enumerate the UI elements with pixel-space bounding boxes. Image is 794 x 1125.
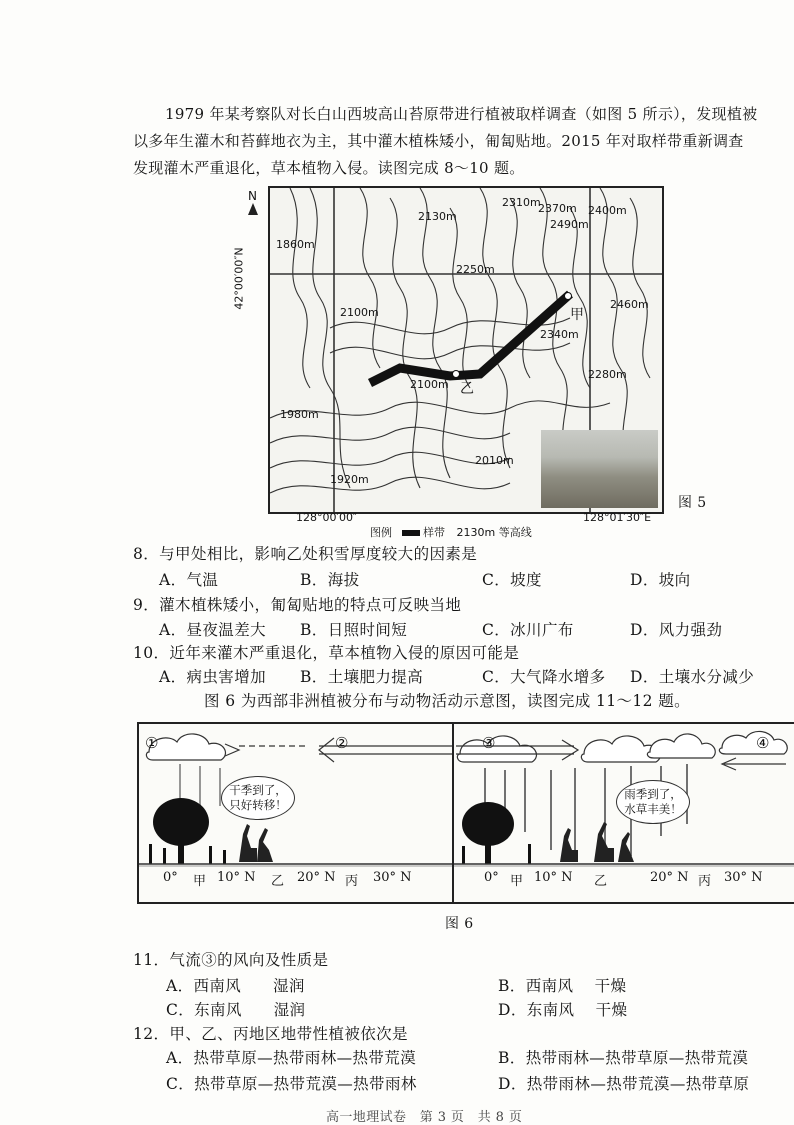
contour-2400: 2400m xyxy=(588,204,627,217)
north-label: N xyxy=(248,189,257,203)
q12-option-a: A．热带草原—热带雨林—热带荒漠 xyxy=(166,1049,417,1067)
intro-line-2: 以多年生灌木和苔藓地衣为主，其中灌木植株矮小，匍匐贴地。2015 年对取样带重新调查 xyxy=(133,132,744,150)
q8-option-b: B．海拔 xyxy=(300,571,360,589)
cloud-right-1 xyxy=(457,736,536,762)
point-jia-marker xyxy=(565,293,572,300)
q10-option-b: B．土壤肥力提高 xyxy=(300,668,424,686)
legend-contour-label: 等高线 xyxy=(498,526,532,539)
contour-1980: 1980m xyxy=(280,408,319,421)
contour-1860: 1860m xyxy=(276,238,315,251)
q10-stem: 10．近年来灌木严重退化，草本植物入侵的原因可能是 xyxy=(133,644,520,662)
right-axis-30: 30° N xyxy=(724,870,763,885)
right-axis-jia: 甲 xyxy=(510,874,524,889)
latitude-label: 42°00′00″N xyxy=(232,247,246,310)
q8-stem: 8．与甲处相比，影响乙处积雪厚度较大的因素是 xyxy=(133,545,478,563)
q8-option-a: A．气温 xyxy=(159,571,219,589)
q11-option-d: D．东南风 干燥 xyxy=(498,1001,628,1019)
giraffes-right xyxy=(560,822,634,862)
q11-option-c: C．东南风 湿润 xyxy=(166,1001,306,1019)
left-axis-10: 10° N xyxy=(217,870,256,885)
right-axis-20: 20° N xyxy=(650,870,689,885)
left-bubble-line-1: 干季到了， xyxy=(229,783,287,797)
contour-2460: 2460m xyxy=(610,298,649,311)
cloud-right-4 xyxy=(719,731,787,754)
legend-band-label: 样带 xyxy=(423,526,445,539)
contour-2490: 2490m xyxy=(550,218,589,231)
savanna-tree-right xyxy=(462,802,531,864)
q12-stem: 12．甲、乙、丙地区地带性植被依次是 xyxy=(133,1025,408,1043)
left-axis-0: 0° xyxy=(163,870,178,885)
q9-option-b: B．日照时间短 xyxy=(300,621,408,639)
right-axis-10: 10° N xyxy=(534,870,573,885)
lon-left-label: 128°00′00″ xyxy=(296,511,358,524)
right-bubble-line-1: 雨季到了， xyxy=(624,787,682,801)
right-axis-yi: 乙 xyxy=(594,874,608,889)
point-yi-label: 乙 xyxy=(460,381,474,397)
tundra-photo xyxy=(541,430,658,508)
legend-band-swatch xyxy=(402,530,420,536)
q11-option-a: A．西南风 湿润 xyxy=(166,977,305,995)
q12-option-b: B．热带雨林—热带草原—热带荒漠 xyxy=(498,1049,749,1067)
point-jia-label: 甲 xyxy=(570,307,584,323)
circle-3-label: ③ xyxy=(482,734,496,752)
q9-option-d: D．风力强劲 xyxy=(630,621,723,639)
q12-option-c: C．热带草原—热带荒漠—热带雨林 xyxy=(166,1075,417,1093)
right-axis-bing: 丙 xyxy=(698,874,712,889)
q10-option-c: C．大气降水增多 xyxy=(482,668,606,686)
intro-paragraph xyxy=(133,101,793,182)
right-axis-0: 0° xyxy=(484,870,499,885)
q12-option-d: D．热带雨林—热带荒漠—热带草原 xyxy=(498,1075,750,1093)
lon-right-label: 128°01′30″E xyxy=(583,511,652,524)
right-speech-bubble xyxy=(616,780,690,824)
contour-2250: 2250m xyxy=(456,263,495,276)
left-axis-jia: 甲 xyxy=(193,874,207,889)
fig6-left-panel xyxy=(137,722,482,904)
q11-option-b: B．西南风 干燥 xyxy=(498,977,627,995)
left-axis-yi: 乙 xyxy=(271,874,285,889)
fig5-caption: 图 5 xyxy=(678,495,707,511)
q10-option-a: A．病虫害增加 xyxy=(159,668,266,686)
q9-stem: 9．灌木植株矮小，匍匐贴地的特点可反映当地 xyxy=(133,596,462,614)
left-axis-20: 20° N xyxy=(297,870,336,885)
contour-2340: 2340m xyxy=(540,328,579,341)
contour-2370: 2370m xyxy=(538,202,577,215)
q8-option-d: D．坡向 xyxy=(630,571,691,589)
left-axis-bing: 丙 xyxy=(345,874,359,889)
contour-2310: 2310m xyxy=(502,196,541,209)
page-footer: 高一地理试卷 第 3 页 共 8 页 xyxy=(326,1110,523,1125)
point-yi-marker xyxy=(453,371,460,378)
fig6-caption: 图 6 xyxy=(445,916,474,932)
contour-2280: 2280m xyxy=(588,368,627,381)
q10-option-d: D．土壤水分减少 xyxy=(630,668,755,686)
contour-2100-upper: 2100m xyxy=(340,306,379,319)
left-speech-bubble xyxy=(221,776,295,820)
q9-option-c: C．冰川广布 xyxy=(482,621,574,639)
left-bubble-line-2: 只好转移！ xyxy=(229,798,287,812)
q9-option-a: A．昼夜温差大 xyxy=(159,621,266,639)
north-arrow-icon xyxy=(248,203,258,215)
contour-2100-lower: 2100m xyxy=(410,378,449,391)
savanna-tree-left xyxy=(149,798,226,864)
circle-1-label: ① xyxy=(145,734,159,752)
cloud-right-2 xyxy=(581,736,660,762)
contour-2130: 2130m xyxy=(418,210,457,223)
intro-line-1: 1979 年某考察队对长白山西坡高山苔原带进行植被取样调查（如图 5 所示），发现植被 xyxy=(165,105,758,123)
fig6-right-panel xyxy=(452,722,794,904)
circle-4-label: ④ xyxy=(756,734,770,752)
q8-option-c: C．坡度 xyxy=(482,571,542,589)
intro-line-3: 发现灌木严重退化，草本植物入侵。读图完成 8～10 题。 xyxy=(133,159,525,177)
contour-1920: 1920m xyxy=(330,473,369,486)
q11-stem: 11．气流③的风向及性质是 xyxy=(133,951,329,969)
cloud-right-3 xyxy=(647,734,715,758)
fig5-legend xyxy=(370,524,532,540)
legend-prefix: 图例 xyxy=(370,526,392,539)
contour-2010: 2010m xyxy=(475,454,514,467)
left-axis-30: 30° N xyxy=(373,870,412,885)
legend-contour-value: 2130m xyxy=(456,526,496,539)
right-bubble-line-2: 水草丰美！ xyxy=(624,802,682,816)
fig6-intro: 图 6 为西部非洲植被分布与动物活动示意图，读图完成 11～12 题。 xyxy=(204,692,691,710)
circle-2-label: ② xyxy=(335,734,349,752)
giraffes-left xyxy=(239,824,273,862)
